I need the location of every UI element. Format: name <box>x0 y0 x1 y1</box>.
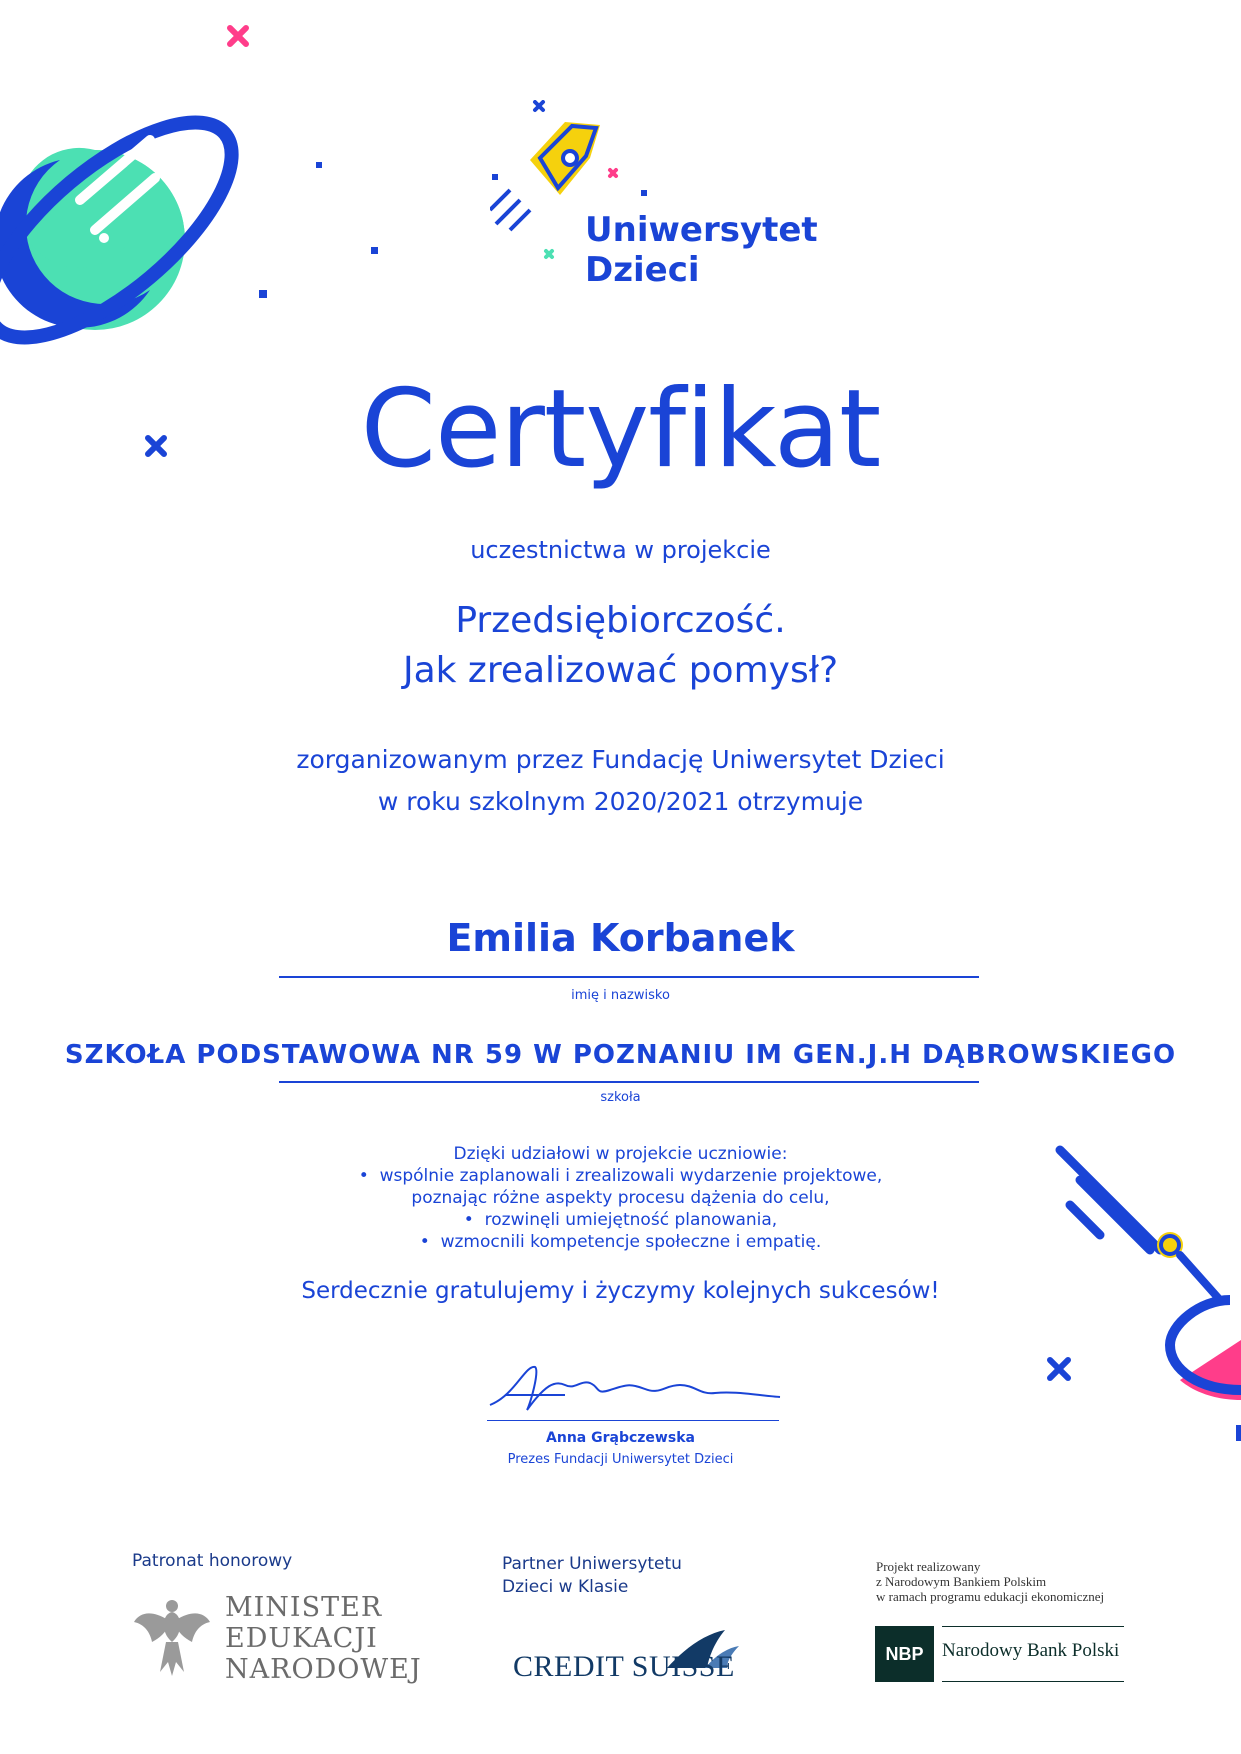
nbp-name: Narodowy Bank Polski <box>942 1640 1120 1661</box>
nbp-rule-top <box>942 1626 1124 1627</box>
patron-label: Patronat honorowy <box>132 1551 293 1571</box>
congratulations-text: Serdecznie gratulujemy i życzymy kolejnych sukcesów! <box>301 1278 940 1304</box>
outcome-item: • rozwinęli umiejętność planowania, <box>463 1210 778 1230</box>
bullet: • <box>463 1210 474 1230</box>
outcome-item: • wspólnie zaplanowali i zrealizowali wydarzenie projektowe, <box>358 1166 883 1186</box>
signature-line <box>487 1420 779 1421</box>
logo-line-1: Uniwersytet <box>585 210 818 250</box>
logo-line-2: Dzieci <box>585 250 700 290</box>
organizer-line-1: zorganizowanym przez Fundację Uniwersytet Dzieci <box>296 745 945 774</box>
name-underline <box>279 976 979 978</box>
partner-label: Partner Uniwersytetu Dzieci w Klasie <box>502 1554 682 1597</box>
nbp-project-label: Projekt realizowany z Narodowym Bankiem Polskim w ramach programu edukacji ekonomicznej <box>876 1559 1105 1604</box>
bullet: • <box>358 1166 369 1186</box>
name-caption: imię i nazwisko <box>571 988 670 1003</box>
school-caption: szkoła <box>600 1090 641 1105</box>
signer-role: Prezes Fundacji Uniwersytet Dzieci <box>507 1452 734 1467</box>
ministry-name: MINISTER EDUKACJI NARODOWEJ <box>225 1592 422 1685</box>
signer-name: Anna Grąbczewska <box>546 1430 695 1446</box>
nbp-logo-mark: NBP <box>875 1626 934 1682</box>
logo-wordmark <box>585 210 818 290</box>
satellite-illustration <box>1040 1140 1241 1460</box>
bullet: • <box>419 1232 430 1252</box>
eagle-emblem-icon <box>132 1592 212 1678</box>
recipient-name: Emilia Korbanek <box>446 916 795 960</box>
certificate-subtitle: uczestnictwa w projekcie <box>470 536 771 564</box>
organizer-line-2: w roku szkolnym 2020/2021 otrzymuje <box>377 787 864 816</box>
school-underline <box>279 1081 979 1083</box>
outcome-item: • wzmocnili kompetencje społeczne i empatię. <box>419 1232 822 1252</box>
signature-image <box>485 1355 785 1420</box>
school-name: SZKOŁA PODSTAWOWA NR 59 W POZNANIU IM GEN.J.H DĄBROWSKIEGO <box>64 1040 1177 1070</box>
project-name-line-1: Przedsiębiorczość. <box>455 600 786 641</box>
outcomes-intro: Dzięki udziałowi w projekcie uczniowie: <box>453 1144 788 1164</box>
certificate-title: Certyfikat <box>360 367 881 492</box>
outcome-item: poznając różne aspekty procesu dążenia do celu, <box>411 1188 830 1208</box>
nbp-rule-bottom <box>942 1681 1124 1682</box>
credit-suisse-logo-text: CREDIT SUISSE <box>513 1650 735 1683</box>
project-name-line-2: Jak zrealizować pomysł? <box>402 650 839 691</box>
